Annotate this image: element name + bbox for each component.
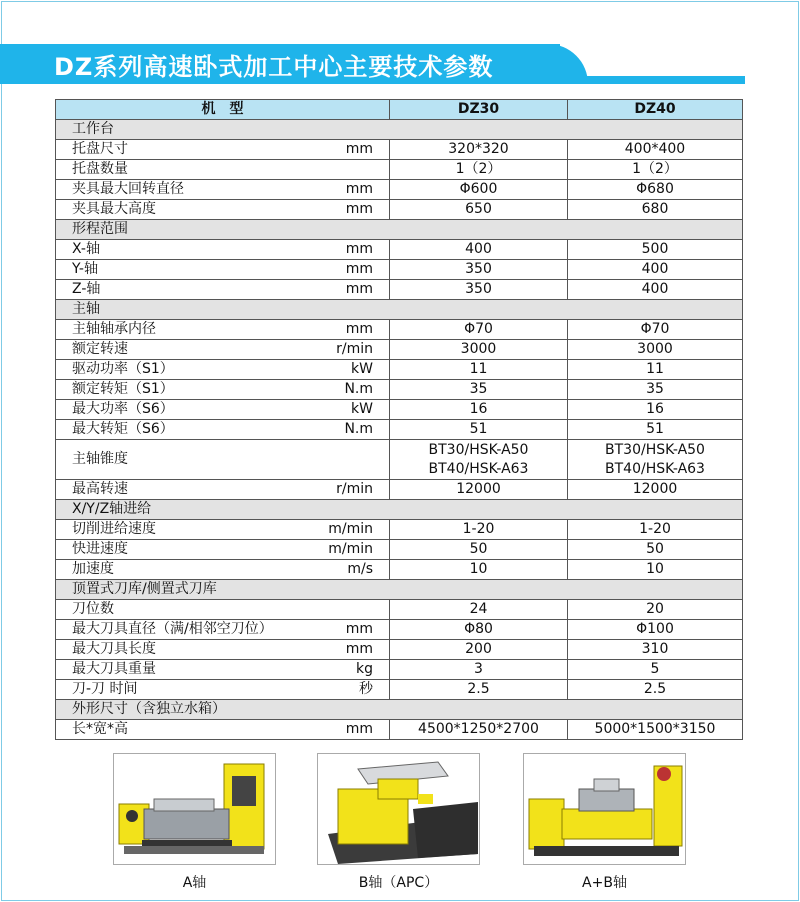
param-unit: mm bbox=[345, 641, 373, 657]
param-cell bbox=[56, 320, 390, 340]
param-name: 最大刀具长度 bbox=[72, 641, 156, 657]
dz30-value-line: Φ80 bbox=[464, 621, 493, 637]
param-unit: m/min bbox=[328, 541, 373, 557]
param-name: 最大刀具直径（满/相邻空刀位） bbox=[72, 621, 273, 637]
dz40-value-line: Φ100 bbox=[636, 621, 674, 637]
param-cell bbox=[56, 480, 390, 500]
table-header-row bbox=[56, 100, 743, 120]
param-name: 最大转矩（S6） bbox=[72, 421, 174, 437]
header-dz30: DZ30 bbox=[390, 100, 568, 120]
table-row bbox=[56, 380, 743, 400]
param-cell bbox=[56, 240, 390, 260]
dz40-value bbox=[568, 520, 743, 540]
dz30-value bbox=[390, 480, 568, 500]
section-title: 主轴 bbox=[56, 300, 743, 320]
section-title: 形程范围 bbox=[56, 220, 743, 240]
dz40-value bbox=[568, 420, 743, 440]
table-row bbox=[56, 620, 743, 640]
photo-caption-a-axis: A轴 bbox=[182, 875, 207, 891]
dz30-value-line: 350 bbox=[465, 261, 492, 277]
dz40-value bbox=[568, 440, 743, 480]
dz40-value-line: 16 bbox=[646, 401, 664, 417]
table-row bbox=[56, 240, 743, 260]
dz40-value bbox=[568, 160, 743, 180]
dz40-value-line: 20 bbox=[646, 601, 664, 617]
dz30-value-line: 400 bbox=[465, 241, 492, 257]
table-row bbox=[56, 140, 743, 160]
dz40-value-line: BT30/HSK-A50 bbox=[605, 441, 705, 458]
param-unit: mm bbox=[345, 201, 373, 217]
dz30-value bbox=[390, 440, 568, 480]
dz40-value bbox=[568, 320, 743, 340]
dz40-value-line: 35 bbox=[646, 381, 664, 397]
dz40-value bbox=[568, 280, 743, 300]
dz40-value-line: 1-20 bbox=[639, 521, 671, 537]
dz30-value-line: 51 bbox=[469, 421, 488, 437]
dz40-value bbox=[568, 200, 743, 220]
param-unit: kg bbox=[356, 661, 373, 677]
param-name: 刀位数 bbox=[72, 601, 114, 617]
param-cell bbox=[56, 620, 390, 640]
dz30-value-line: Φ600 bbox=[459, 181, 498, 197]
param-name: 切削进给速度 bbox=[72, 521, 156, 537]
param-name: 托盘数量 bbox=[72, 161, 128, 177]
photo-caption-b-axis: B轴（APC） bbox=[358, 875, 439, 891]
param-name: Y-轴 bbox=[72, 261, 98, 277]
param-unit: mm bbox=[345, 321, 373, 337]
dz40-value bbox=[568, 140, 743, 160]
dz40-value bbox=[568, 680, 743, 700]
dz30-value-line: 4500*1250*2700 bbox=[418, 721, 539, 737]
dz30-value bbox=[390, 360, 568, 380]
dz30-value-line: 3 bbox=[474, 661, 483, 677]
param-cell bbox=[56, 340, 390, 360]
dz30-value bbox=[390, 660, 568, 680]
param-unit: N.m bbox=[344, 421, 373, 437]
dz40-value-line: 500 bbox=[641, 241, 669, 257]
section-title: 外形尺寸（含独立水箱） bbox=[56, 700, 743, 720]
table-row bbox=[56, 340, 743, 360]
section-title: 顶置式刀库/侧置式刀库 bbox=[56, 580, 743, 600]
dz40-value-line: 3000 bbox=[637, 341, 673, 357]
dz30-value-line: 320*320 bbox=[448, 141, 509, 157]
header-model: 机 型 bbox=[56, 100, 390, 120]
param-unit: N.m bbox=[344, 381, 373, 397]
dz40-value-line: 400 bbox=[641, 281, 669, 297]
dz30-value bbox=[390, 420, 568, 440]
param-cell bbox=[56, 680, 390, 700]
dz40-value-line: 400*400 bbox=[624, 141, 686, 157]
table-row bbox=[56, 180, 743, 200]
param-name: 长*宽*高 bbox=[72, 721, 128, 737]
param-name: 最大刀具重量 bbox=[72, 661, 156, 677]
table-row bbox=[56, 480, 743, 500]
dz30-value bbox=[390, 720, 568, 740]
param-cell bbox=[56, 600, 390, 620]
param-unit: mm bbox=[345, 181, 373, 197]
dz30-value-line: Φ70 bbox=[464, 321, 493, 337]
table-row bbox=[56, 660, 743, 680]
dz30-value bbox=[390, 620, 568, 640]
dz30-value bbox=[390, 320, 568, 340]
param-unit bbox=[373, 160, 385, 179]
dz40-value bbox=[568, 340, 743, 360]
spec-table-body bbox=[56, 120, 743, 740]
param-unit: mm bbox=[345, 621, 373, 637]
dz30-value bbox=[390, 520, 568, 540]
dz30-value bbox=[390, 560, 568, 580]
b-axis-apc-machine-photo bbox=[317, 753, 480, 865]
param-unit: r/min bbox=[336, 481, 373, 497]
page-title: DZ系列高速卧式加工中心主要技术参数 bbox=[54, 53, 494, 81]
dz30-value bbox=[390, 140, 568, 160]
dz30-value-line: 1-20 bbox=[462, 521, 495, 537]
param-cell bbox=[56, 540, 390, 560]
section-row bbox=[56, 220, 743, 240]
dz40-value-line: BT40/HSK-A63 bbox=[605, 460, 705, 477]
table-row bbox=[56, 360, 743, 380]
dz30-value-line: 200 bbox=[465, 641, 492, 657]
param-name: 主轴轴承内径 bbox=[72, 321, 156, 337]
banner-underline bbox=[555, 76, 745, 84]
param-unit: m/s bbox=[347, 561, 373, 577]
dz30-value-line: 50 bbox=[469, 541, 488, 557]
param-unit: m/min bbox=[328, 521, 373, 537]
param-unit bbox=[373, 600, 385, 619]
dz40-value bbox=[568, 480, 743, 500]
dz30-value bbox=[390, 600, 568, 620]
dz40-value bbox=[568, 540, 743, 560]
dz30-value bbox=[390, 200, 568, 220]
param-unit bbox=[373, 450, 385, 469]
table-row bbox=[56, 520, 743, 540]
table-row bbox=[56, 640, 743, 660]
table-row bbox=[56, 420, 743, 440]
dz30-value bbox=[390, 240, 568, 260]
a-axis-machine-photo bbox=[113, 753, 276, 865]
dz30-value bbox=[390, 280, 568, 300]
dz30-value bbox=[390, 540, 568, 560]
dz30-value bbox=[390, 380, 568, 400]
dz40-value-line: 400 bbox=[641, 261, 669, 277]
dz30-value-line: BT30/HSK-A50 bbox=[428, 441, 529, 458]
param-cell bbox=[56, 140, 390, 160]
param-unit: mm bbox=[345, 141, 373, 157]
dz40-value bbox=[568, 360, 743, 380]
dz40-value bbox=[568, 240, 743, 260]
dz40-value bbox=[568, 560, 743, 580]
param-unit: r/min bbox=[336, 341, 373, 357]
spec-table bbox=[55, 99, 743, 740]
dz30-value-line: 35 bbox=[469, 381, 488, 397]
param-name: 驱动功率（S1） bbox=[72, 361, 174, 377]
param-name: 主轴锥度 bbox=[72, 451, 128, 467]
dz30-value bbox=[390, 680, 568, 700]
dz30-value bbox=[390, 260, 568, 280]
param-unit: mm bbox=[345, 241, 373, 257]
param-cell bbox=[56, 360, 390, 380]
param-cell bbox=[56, 640, 390, 660]
param-cell bbox=[56, 440, 390, 480]
dz40-value bbox=[568, 380, 743, 400]
dz40-value-line: 11 bbox=[646, 361, 664, 377]
section-row bbox=[56, 700, 743, 720]
dz40-value-line: 310 bbox=[641, 641, 669, 657]
dz40-value bbox=[568, 400, 743, 420]
section-row bbox=[56, 580, 743, 600]
dz40-value-line: Φ70 bbox=[640, 321, 670, 337]
param-unit: mm bbox=[345, 281, 373, 297]
param-name: 托盘尺寸 bbox=[72, 141, 128, 157]
param-cell bbox=[56, 520, 390, 540]
param-cell bbox=[56, 720, 390, 740]
dz30-value-line: 10 bbox=[469, 561, 488, 577]
dz30-value-line: 3000 bbox=[460, 341, 497, 357]
section-title: 工作台 bbox=[56, 120, 743, 140]
param-cell bbox=[56, 420, 390, 440]
dz40-value bbox=[568, 260, 743, 280]
param-name: 加速度 bbox=[72, 561, 114, 577]
param-name: 夹具最大回转直径 bbox=[72, 181, 184, 197]
param-unit: kW bbox=[351, 401, 373, 417]
section-title: X/Y/Z轴进给 bbox=[56, 500, 743, 520]
dz40-value-line: 10 bbox=[646, 561, 664, 577]
dz40-value-line: 1（2） bbox=[632, 161, 678, 177]
dz30-value-line: 11 bbox=[469, 361, 488, 377]
dz30-value-line: BT40/HSK-A63 bbox=[428, 460, 529, 477]
dz40-value-line: 5000*1500*3150 bbox=[594, 721, 716, 737]
dz40-value bbox=[568, 180, 743, 200]
dz40-value bbox=[568, 660, 743, 680]
dz40-value-line: 50 bbox=[646, 541, 664, 557]
dz30-value-line: 650 bbox=[465, 201, 492, 217]
dz30-value-line: 16 bbox=[469, 401, 488, 417]
table-row bbox=[56, 440, 743, 480]
table-row bbox=[56, 200, 743, 220]
param-name: 刀-刀 时间 bbox=[72, 681, 138, 697]
param-name: X-轴 bbox=[72, 241, 100, 257]
dz40-value-line: 5 bbox=[650, 661, 660, 677]
table-row bbox=[56, 560, 743, 580]
dz30-value-line: 1（2） bbox=[455, 161, 502, 177]
param-name: 最大功率（S6） bbox=[72, 401, 174, 417]
param-name: 额定转矩（S1） bbox=[72, 381, 174, 397]
param-cell bbox=[56, 400, 390, 420]
dz40-value-line: Φ680 bbox=[636, 181, 674, 197]
param-name: 额定转速 bbox=[72, 341, 128, 357]
param-name: 夹具最大高度 bbox=[72, 201, 156, 217]
dz30-value-line: 2.5 bbox=[467, 681, 490, 697]
param-name: 最高转速 bbox=[72, 481, 128, 497]
table-row bbox=[56, 400, 743, 420]
dz40-value bbox=[568, 620, 743, 640]
param-cell bbox=[56, 260, 390, 280]
param-name: 快进速度 bbox=[72, 541, 128, 557]
section-row bbox=[56, 500, 743, 520]
dz30-value-line: 350 bbox=[465, 281, 492, 297]
param-cell bbox=[56, 280, 390, 300]
title-banner bbox=[0, 44, 800, 92]
dz30-value bbox=[390, 160, 568, 180]
ab-axis-machine-photo bbox=[523, 753, 686, 865]
dz30-value bbox=[390, 340, 568, 360]
dz40-value bbox=[568, 640, 743, 660]
dz40-value-line: 680 bbox=[641, 201, 669, 217]
dz30-value bbox=[390, 400, 568, 420]
table-row bbox=[56, 260, 743, 280]
photo-caption-ab-axis: A+B轴 bbox=[582, 875, 627, 891]
dz30-value-line: 12000 bbox=[456, 481, 501, 497]
param-unit: 秒 bbox=[359, 681, 373, 697]
section-row bbox=[56, 300, 743, 320]
param-unit: mm bbox=[345, 721, 373, 737]
table-row bbox=[56, 600, 743, 620]
dz40-value-line: 2.5 bbox=[643, 681, 667, 697]
param-cell bbox=[56, 200, 390, 220]
header-dz40: DZ40 bbox=[568, 100, 743, 120]
table-row bbox=[56, 280, 743, 300]
section-row bbox=[56, 120, 743, 140]
param-unit: kW bbox=[351, 361, 373, 377]
table-row bbox=[56, 160, 743, 180]
param-name: Z-轴 bbox=[72, 281, 101, 297]
param-cell bbox=[56, 180, 390, 200]
dz30-value-line: 24 bbox=[469, 601, 488, 617]
table-row bbox=[56, 720, 743, 740]
param-cell bbox=[56, 380, 390, 400]
param-cell bbox=[56, 660, 390, 680]
table-row bbox=[56, 680, 743, 700]
dz30-value bbox=[390, 640, 568, 660]
table-row bbox=[56, 320, 743, 340]
dz40-value bbox=[568, 600, 743, 620]
dz40-value-line: 51 bbox=[646, 421, 664, 437]
dz40-value bbox=[568, 720, 743, 740]
dz30-value bbox=[390, 180, 568, 200]
param-unit: mm bbox=[345, 261, 373, 277]
table-row bbox=[56, 540, 743, 560]
param-cell bbox=[56, 560, 390, 580]
dz40-value-line: 12000 bbox=[632, 481, 678, 497]
param-cell bbox=[56, 160, 390, 180]
